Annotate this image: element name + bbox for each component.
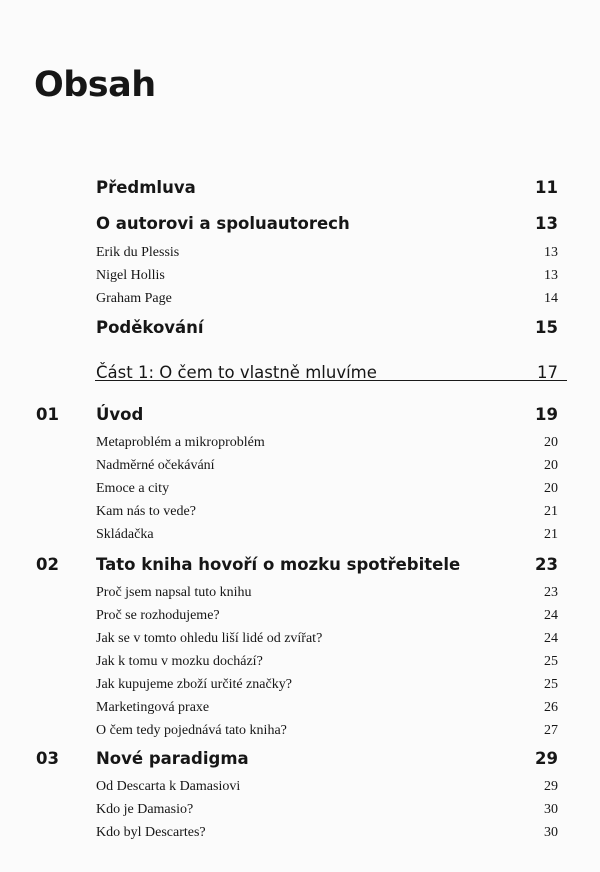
entry-page: 15 xyxy=(535,318,558,337)
entry-page: 20 xyxy=(544,458,558,473)
entry-title: Kdo je Damasio? xyxy=(96,802,194,817)
entry-page: 13 xyxy=(544,268,558,283)
entry-page: 11 xyxy=(535,178,558,197)
entry-title: Poděkování xyxy=(96,318,204,337)
entry-page: 23 xyxy=(544,585,558,600)
entry-title: Proč jsem napsal tuto knihu xyxy=(96,585,252,600)
entry-page: 19 xyxy=(535,405,558,424)
entry-title: Proč se rozhodujeme? xyxy=(96,608,220,623)
entry-title: Tato kniha hovoří o mozku spotřebitele xyxy=(96,555,461,574)
entry-title: Emoce a city xyxy=(96,481,170,496)
entry-page: 29 xyxy=(544,779,558,794)
entry-page: 21 xyxy=(544,527,558,542)
entry-title: Graham Page xyxy=(96,291,172,306)
entry-title: Nigel Hollis xyxy=(96,268,165,283)
part-divider xyxy=(95,380,567,381)
entry-page: 30 xyxy=(544,825,558,840)
entry-title: Kam nás to vede? xyxy=(96,504,196,519)
page-title: Obsah xyxy=(34,65,156,105)
entry-title: Metaproblém a mikroproblém xyxy=(96,435,265,450)
entry-title: Jak se v tomto ohledu liší lidé od zvířat? xyxy=(96,631,323,646)
entry-page: 17 xyxy=(537,363,558,382)
entry-page: 27 xyxy=(544,723,558,738)
entry-page: 24 xyxy=(544,608,558,623)
entry-title: Nadměrné očekávání xyxy=(96,458,215,473)
entry-page: 26 xyxy=(544,700,558,715)
entry-page: 25 xyxy=(544,654,558,669)
entry-page: 13 xyxy=(535,214,558,233)
chapter-number: 01 xyxy=(36,405,59,424)
entry-page: 13 xyxy=(544,245,558,260)
entry-title: Část 1: O čem to vlastně mluvíme xyxy=(96,363,377,382)
entry-page: 25 xyxy=(544,677,558,692)
chapter-number: 02 xyxy=(36,555,59,574)
entry-title: Nové paradigma xyxy=(96,749,249,768)
entry-title: Kdo byl Descartes? xyxy=(96,825,206,840)
entry-title: Skládačka xyxy=(96,527,154,542)
entry-title: O autorovi a spoluautorech xyxy=(96,214,350,233)
entry-title: Marketingová praxe xyxy=(96,700,210,715)
entry-page: 20 xyxy=(544,481,558,496)
chapter-number: 03 xyxy=(36,749,59,768)
entry-page: 20 xyxy=(544,435,558,450)
entry-page: 30 xyxy=(544,802,558,817)
entry-title: Jak kupujeme zboží určité značky? xyxy=(96,677,292,692)
entry-title: Úvod xyxy=(96,405,144,424)
entry-page: 23 xyxy=(535,555,558,574)
entry-page: 24 xyxy=(544,631,558,646)
entry-page: 21 xyxy=(544,504,558,519)
entry-title: O čem tedy pojednává tato kniha? xyxy=(96,723,287,738)
entry-title: Předmluva xyxy=(96,178,196,197)
entry-title: Od Descarta k Damasiovi xyxy=(96,779,241,794)
entry-page: 29 xyxy=(535,749,558,768)
entry-title: Erik du Plessis xyxy=(96,245,180,260)
entry-page: 14 xyxy=(544,291,558,306)
entry-title: Jak k tomu v mozku dochází? xyxy=(96,654,263,669)
